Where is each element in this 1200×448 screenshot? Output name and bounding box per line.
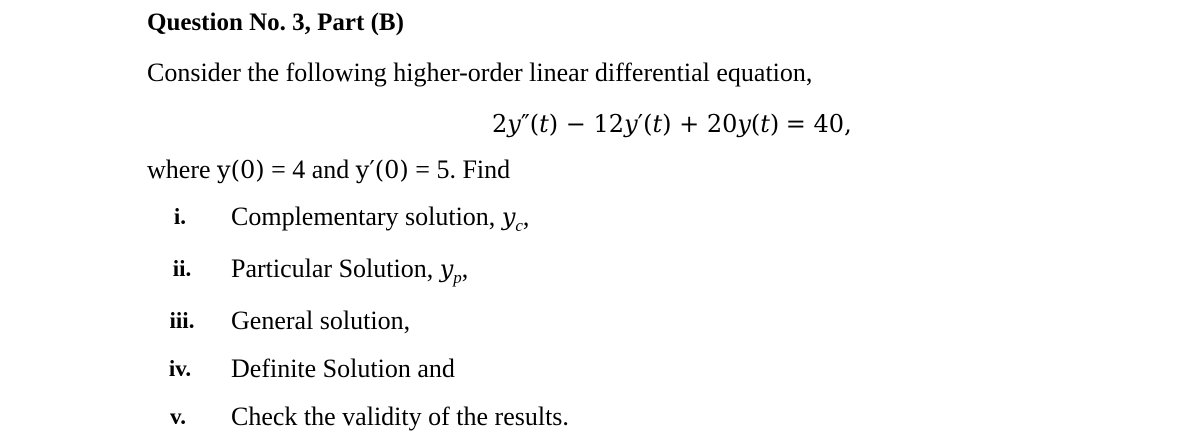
list-item-number: ii.: [172, 256, 192, 281]
initial-conditions: [147, 153, 510, 187]
list-item: [0, 252, 1200, 292]
condition-y0: y(0): [217, 156, 265, 184]
list-item-number: iv.: [168, 356, 192, 381]
list-item-label: Particular Solution,: [231, 254, 434, 283]
list-item-text: [231, 200, 529, 237]
equation-lhs: 2𝑦″(𝑡) − 12𝑦′(𝑡) + 20𝑦(𝑡): [492, 110, 780, 138]
list-item-variable: y: [439, 255, 454, 283]
list-item-variable: y: [501, 203, 516, 231]
condition-prefix: where: [147, 155, 211, 184]
list-item-label: Definite Solution and: [231, 354, 455, 383]
intro-text: Consider the following higher-order linear differential equation,: [147, 58, 813, 87]
list-item-text: [231, 252, 468, 289]
list-item-text: [231, 400, 569, 434]
list-item: [0, 304, 1200, 344]
list-item-subscript: p: [453, 268, 462, 287]
condition-yp0-value: = 5. Find: [415, 155, 511, 184]
list-item-number: v.: [170, 404, 186, 429]
list-item: [0, 400, 1200, 440]
list-item-label: Check the validity of the results.: [231, 402, 569, 431]
list-item-label: Complementary solution,: [231, 202, 496, 231]
differential-equation: [492, 107, 852, 141]
list-item-number: iii.: [169, 308, 195, 333]
question-heading: Question No. 3, Part (B): [147, 9, 404, 36]
list-item-label: General solution,: [231, 306, 411, 335]
list-item: [0, 200, 1200, 240]
condition-yp0: y′(0): [355, 156, 409, 184]
list-item-trailing: ,: [522, 202, 530, 231]
list-item-trailing: ,: [461, 254, 469, 283]
list-item-text: [231, 304, 410, 338]
list-item-text: [231, 352, 455, 386]
list-item-number: i.: [173, 204, 187, 229]
list-item: [0, 352, 1200, 392]
list-item-subscript: c: [515, 216, 523, 235]
condition-y0-value: = 4 and: [271, 155, 350, 184]
equation-rhs: = 40,: [785, 110, 852, 138]
